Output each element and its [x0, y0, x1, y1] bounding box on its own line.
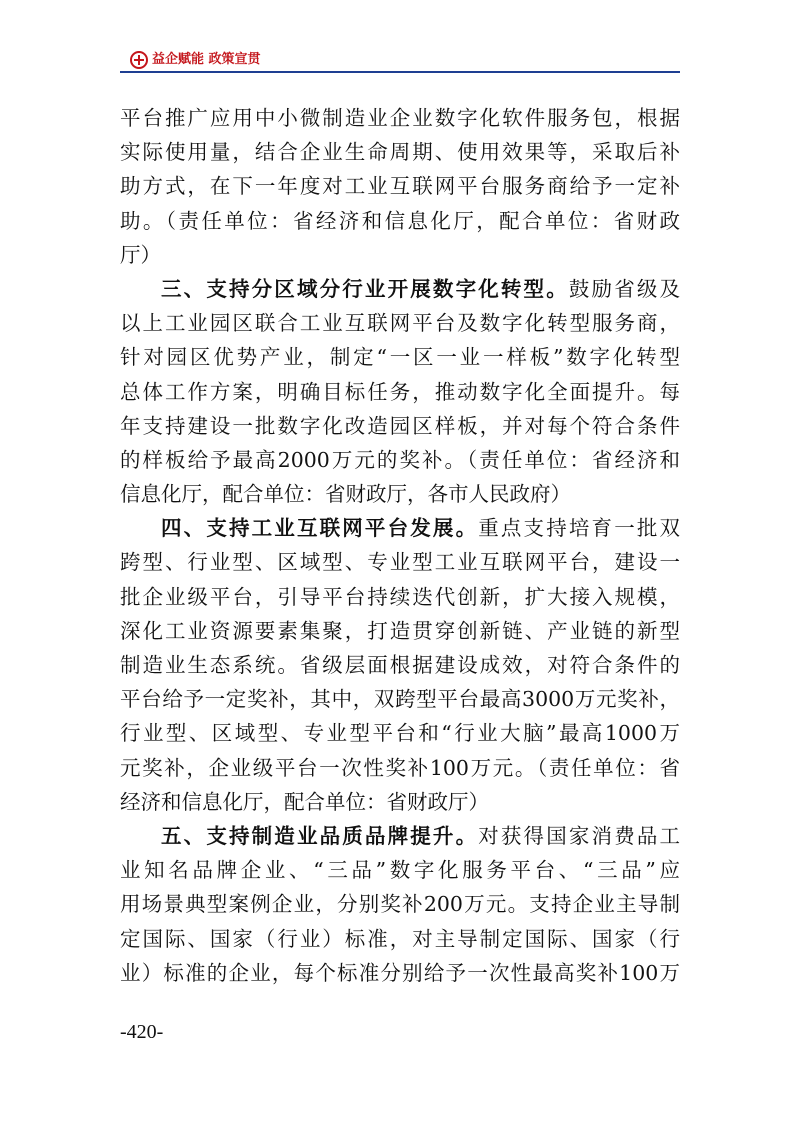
body-line: 制造业生态系统。省级层面根据建设成效，对符合条件的 — [120, 653, 680, 677]
body-line: 的样板给予最高2000万元的奖补。（责任单位：省经济和 — [120, 447, 680, 472]
page-header — [120, 50, 680, 74]
body-line: 元奖补，企业级平台一次性奖补100万元。（责任单位：省 — [120, 755, 680, 780]
body-line: 跨型、行业型、区域型、专业型工业互联网平台，建设一 — [120, 550, 680, 575]
body-line: 用场景典型案例企业，分别奖补200万元。支持企业主导制 — [120, 892, 680, 917]
document-body — [120, 101, 680, 990]
section-3-heading: 三、支持分区域分行业开展数字化转型。 — [161, 276, 569, 301]
body-line: 深化工业资源要素集聚，打造贯穿创新链、产业链的新型 — [120, 618, 680, 643]
header-title: 益企赋能 政策宣贯 — [152, 52, 261, 67]
body-line: 厅） — [120, 242, 161, 267]
body-line: 年支持建设一批数字化改造园区样板，并对每个符合条件 — [120, 413, 680, 438]
body-line: 业知名品牌企业、“三品”数字化服务平台、“三品”应 — [120, 858, 680, 883]
body-line: 平台推广应用中小微制造业企业数字化软件服务包，根据 — [120, 106, 680, 130]
section-5-heading: 五、支持制造业品质品牌提升。 — [161, 823, 479, 848]
section-5-lead: 对获得国家消费品工 — [478, 823, 681, 848]
body-line: 经济和信息化厅，配合单位：省财政厅） — [120, 789, 489, 814]
page-number: -420- — [120, 1021, 164, 1043]
section-3-lead: 鼓励省级及 — [568, 276, 681, 301]
body-line: 定国际、国家（行业）标准，对主导制定国际、国家（行 — [120, 926, 680, 951]
body-line: 以上工业园区联合工业互联网平台及数字化转型服务商， — [120, 311, 680, 336]
body-line: 实际使用量，结合企业生命周期、使用效果等，采取后补 — [120, 140, 680, 165]
body-line: 平台给予一定奖补，其中，双跨型平台最高3000万元奖补， — [120, 687, 680, 712]
body-line: 行业型、区域型、专业型平台和“行业大脑”最高1000万 — [120, 721, 680, 746]
body-line: 业）标准的企业，每个标准分别给予一次性最高奖补100万 — [120, 960, 680, 985]
body-line: 批企业级平台，引导平台持续迭代创新，扩大接入规模， — [120, 584, 680, 609]
brand-logo-icon — [130, 51, 148, 69]
section-5-first-line — [120, 819, 680, 853]
header-divider — [120, 71, 680, 73]
section-4-lead: 重点支持培育一批双 — [478, 516, 681, 541]
body-line: 助方式，在下一年度对工业互联网平台服务商给予一定补 — [120, 174, 680, 199]
section-3-first-line — [120, 272, 680, 306]
body-line: 针对园区优势产业，制定“一区一业一样板”数字化转型 — [120, 345, 680, 370]
section-4-first-line — [120, 511, 680, 545]
section-4-heading: 四、支持工业互联网平台发展。 — [161, 516, 479, 541]
body-line: 总体工作方案，明确目标任务，推动数字化全面提升。每 — [120, 379, 680, 404]
body-line: 信息化厅，配合单位：省财政厅，各市人民政府） — [120, 482, 571, 507]
body-line: 助。（责任单位：省经济和信息化厅，配合单位：省财政 — [120, 208, 680, 233]
